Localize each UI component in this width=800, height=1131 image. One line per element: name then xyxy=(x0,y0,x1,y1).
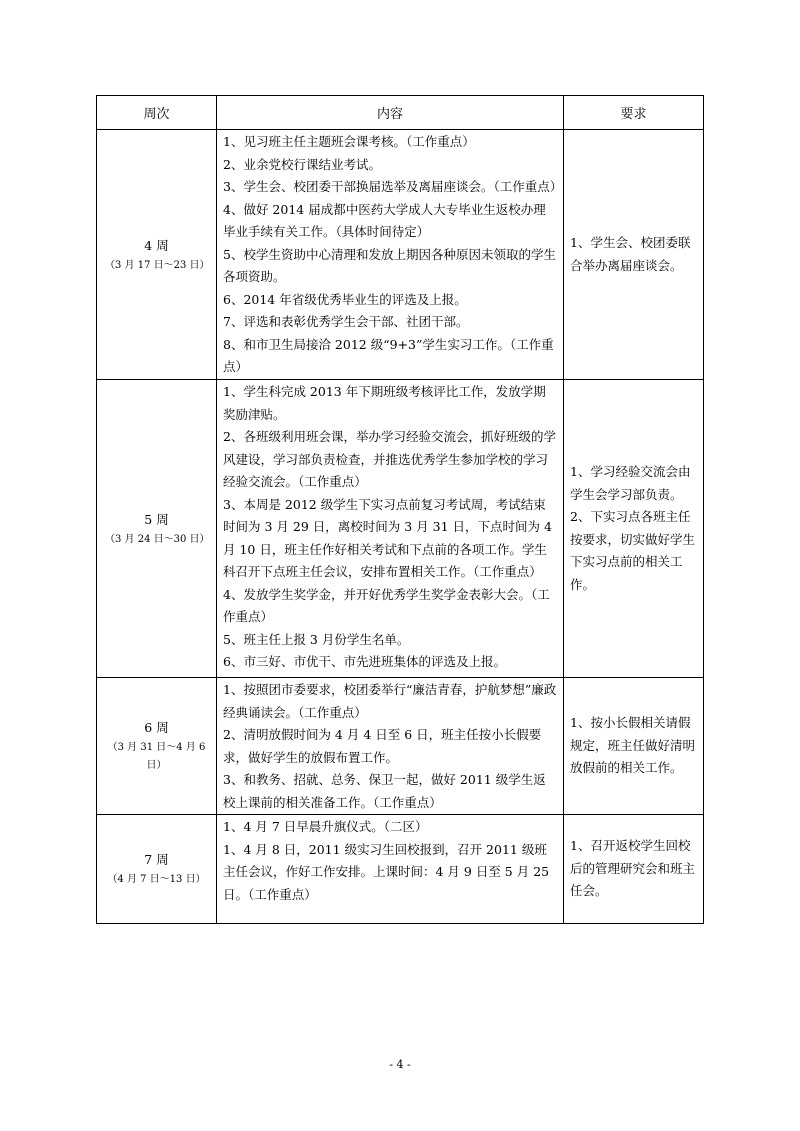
week-cell xyxy=(97,130,217,380)
content-item: 2、清明放假时间为 4 月 4 日至 6 日，班主任按小长假要求，做好学生的放假布置工作。 xyxy=(223,727,542,765)
week-label: 7 周 xyxy=(144,852,169,867)
requirements-cell xyxy=(564,815,704,924)
content-item: 1、按照团市委要求，校团委举行“廉洁青春，护航梦想”廉政经典诵读会。（工作重点） xyxy=(223,682,557,720)
header-week: 周次 xyxy=(97,96,217,130)
week-cell xyxy=(97,678,217,815)
requirements-cell xyxy=(564,380,704,678)
content-item: 1、4 月 7 日早晨升旗仪式。（二区） xyxy=(223,819,428,834)
requirements-cell xyxy=(564,678,704,815)
content-item: 3、本周是 2012 级学生下实习点前复习考试周，考试结束时间为 3 月 29 日，离校时间为 3 月 31 日，下点时间为 4 月 10 日，班主任作好相关考试和下点前的各项工作。学生科召开下点班主任会议，安排布置相关工作。（工作重点） xyxy=(223,496,552,579)
header-requirements: 要求 xyxy=(564,96,704,130)
content-item: 1、见习班主任主题班会课考核。（工作重点） xyxy=(223,134,475,149)
table-row xyxy=(97,815,704,924)
content-cell xyxy=(217,380,564,678)
content-item: 6、2014 年省级优秀毕业生的评选及上报。 xyxy=(223,291,467,307)
content-item: 3、和教务、招就、总务、保卫一起，做好 2011 级学生返校上课前的相关准备工作。（工作重点） xyxy=(223,772,546,810)
content-item: 3、学生会、校团委干部换届选举及离届座谈会。（工作重点） xyxy=(223,179,563,194)
week-cell xyxy=(97,815,217,924)
week-dates: （4 月 7 日～13 日） xyxy=(107,874,206,885)
header-content: 内容 xyxy=(217,96,564,130)
schedule-table xyxy=(96,95,704,924)
week-label: 6 周 xyxy=(144,720,169,735)
week-cell xyxy=(97,380,217,678)
table-row xyxy=(97,130,704,380)
week-label: 4 周 xyxy=(144,237,169,253)
content-item: 2、业余党校行课结业考试。 xyxy=(223,156,381,172)
week-dates: （3 月 31 日～4 月 6 日） xyxy=(107,742,206,771)
content-item: 2、各班级利用班会课，举办学习经验交流会，抓好班级的学风建设，学习部负责检查，并推选优秀学生参加学校的学习经验交流会。（工作重点） xyxy=(223,429,556,489)
content-item: 5、班主任上报 3 月份学生名单。 xyxy=(223,631,410,647)
content-cell xyxy=(217,815,564,924)
content-item: 1、学生科完成 2013 年下期班级考核评比工作，发放学期奖励津贴。 xyxy=(223,384,546,422)
content-item: 8、和市卫生局接洽 2012 级“9+3”学生实习工作。（工作重点） xyxy=(223,336,554,374)
requirements-text: 1、召开返校学生回校后的管理研究会和班主任会。 xyxy=(570,838,696,899)
requirements-text: 1、学习经验交流会由学生会学习部负责。 2、下实习点各班主任按要求，切实做好学生下实习点前的相关工作。 xyxy=(570,464,696,592)
content-item: 6、市三好、市优干、市先进班集体的评选及上报。 xyxy=(223,654,506,669)
table-row xyxy=(97,678,704,815)
content-cell xyxy=(217,678,564,815)
content-item: 5、校学生资助中心清理和发放上期因各种原因未领取的学生各项资助。 xyxy=(223,246,556,284)
content-item: 1、4 月 8 日，2011 级实习生回校报到，召开 2011 级班主任会议，作好工作安排。上课时间：4 月 9 日至 5 月 25 日。（工作重点） xyxy=(223,841,550,902)
table-row xyxy=(97,380,704,678)
week-dates: （3 月 17 日～23 日） xyxy=(105,259,210,271)
content-item: 4、做好 2014 届成都中医药大学成人大专毕业生返校办理毕业手续有关工作。（具体时间待定） xyxy=(223,201,546,239)
content-item: 4、发放学生奖学金，并开好优秀学生奖学金表彰大会。（工作重点） xyxy=(223,586,550,624)
requirements-text: 1、学生会、校团委联合举办离届座谈会。 xyxy=(570,235,691,273)
requirements-cell xyxy=(564,130,704,380)
page-number: - 4 - xyxy=(389,1058,411,1071)
table-header-row xyxy=(97,96,704,130)
content-cell xyxy=(217,130,564,380)
week-label: 5 周 xyxy=(144,511,169,527)
requirements-text: 1、按小长假相关请假规定，班主任做好清明放假前的相关工作。 xyxy=(570,715,696,776)
week-dates: （3 月 24 日～30 日） xyxy=(105,533,210,545)
content-item: 7、评选和表彰优秀学生会干部、社团干部。 xyxy=(223,314,469,329)
